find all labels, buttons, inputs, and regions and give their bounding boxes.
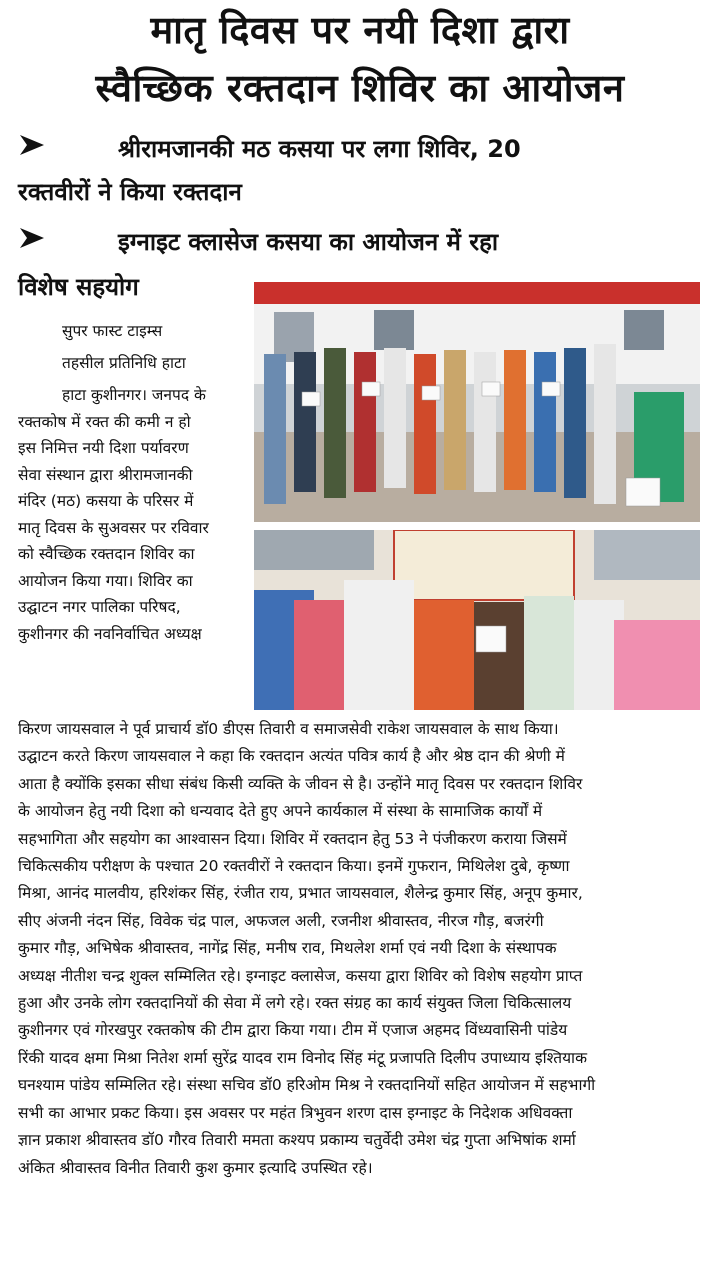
photo-inauguration (254, 530, 700, 710)
text-line: को स्वैच्छिक रक्तदान शिविर का (18, 545, 195, 563)
text-line: कुमार गौड़, अभिषेक श्रीवास्तव, नागेंद्र सिंह, मनीष राव, मिथलेश शर्मा एवं नयी दिशा के संस्थापक (18, 939, 557, 958)
sub-headline-1-cont: रक्तवीरों ने किया रक्तदान (18, 178, 242, 206)
byline-reporter: तहसील प्रतिनिधि हाटा (62, 354, 186, 372)
headline-line-1: मातृ दिवस पर नयी दिशा द्वारा (150, 8, 570, 52)
text-line: किरण जायसवाल ने पूर्व प्राचार्य डॉ0 डीएस तिवारी व समाजसेवी राकेश जायसवाल के साथ किया। (18, 720, 559, 738)
text-line: कुशीनगर की नवनिर्वाचित अध्यक्ष (18, 624, 202, 643)
text-line: के आयोजन हेतु नयी दिशा को धन्यवाद देते हुए अपने कार्यकाल में संस्था के सामाजिक कार्यों में (18, 802, 543, 821)
text-line: मंदिर (मठ) कसया के परिसर में (18, 492, 194, 510)
text-line: मातृ दिवस के सुअवसर पर रविवार (18, 518, 209, 537)
text-line: कुशीनगर एवं गोरखपुर रक्तकोष की टीम द्वारा किया गया। टीम में एजाज अहमद विंध्यवासिनी पांडेय (18, 1021, 568, 1040)
text-line: ज्ञान प्रकाश श्रीवास्तव डॉ0 गौरव तिवारी ममता कश्यप प्रकाम्य चतुर्वेदी उमेश चंद्र गुप्ता अभिषांक शर्मा (18, 1131, 576, 1150)
arrow-bullet-icon (18, 226, 48, 257)
text-line: घनश्याम पांडेय सम्मिलित रहे। संस्था सचिव डॉ0 हरिओम मिश्र ने रक्तदानियों सहित आयोजन में सहभागी (18, 1076, 596, 1095)
text-line: सभी का आभार प्रकट किया। इस अवसर पर महंत त्रिभुवन शरण दास इग्नाइट के निदेशक अधिवक्ता (18, 1103, 573, 1122)
arrow-bullet-icon (18, 133, 48, 164)
text-line: आयोजन किया गया। शिविर का (18, 571, 193, 590)
text-line: इस निमित्त नयी दिशा पर्यावरण (18, 439, 189, 457)
left-column-text (18, 382, 250, 647)
text-line: हाटा कुशीनगर। जनपद के (62, 386, 206, 404)
text-line: सहभागिता और सहयोग का आश्वासन दिया। शिविर में रक्तदान हेतु 53 ने पंजीकरण कराया जिसमें (18, 829, 567, 848)
text-line: उद्घाटन नगर पालिका परिषद, (18, 598, 181, 616)
text-line: रिंकी यादव क्षमा मिश्रा नितेश शर्मा सुरेंद्र यादव राम विनोद सिंह मंटू प्रजापति दिलीप उपाध्याय इश्तियाक (18, 1048, 587, 1067)
sub-headline-2 (18, 226, 718, 257)
text-line: अंकित श्रीवास्तव विनीत तिवारी कुश कुमार इत्यादि उपस्थित रहे। (18, 1158, 373, 1177)
photo-2-illustration (254, 530, 700, 710)
text-line: अध्यक्ष नीतीश चन्द्र शुक्ल सम्मिलित रहे। इग्नाइट क्लासेज, कसया द्वारा शिविर को विशेष सहयोग प्राप्त (18, 966, 583, 985)
text-line: आता है क्योंकि इसका सीधा संबंध किसी व्यक्ति के जीवन से है। उन्होंने मातृ दिवस पर रक्तदान शिविर (18, 774, 583, 793)
text-line: सीए अंजनी नंदन सिंह, विवेक चंद्र पाल, अफजल अली, रजनीश श्रीवास्तव, नीरज गौड़, बजरंगी (18, 911, 544, 930)
text-line: रक्तकोष में रक्त की कमी न हो (18, 412, 191, 431)
sub-headline-1 (18, 133, 708, 164)
text-line: सेवा संस्थान द्वारा श्रीरामजानकी (18, 465, 193, 484)
sub-headline-2-text: इग्नाइट क्लासेज कसया का आयोजन में रहा (118, 228, 499, 256)
photo-1-illustration (254, 282, 700, 522)
text-line: चिकित्सकीय परीक्षण के पश्चात 20 रक्तवीरों ने रक्तदान किया। इनमें गुफरान, मिथिलेश दुबे, कृष्णा (18, 857, 570, 876)
byline-publication: सुपर फास्ट टाइम्स (62, 322, 163, 340)
article-body (18, 716, 702, 1182)
photo-group-certificates (254, 282, 700, 522)
sub-headline-2-cont: विशेष सहयोग (18, 273, 139, 301)
sub-headline-1-text: श्रीरामजानकी मठ कसया पर लगा शिविर, 20 (118, 135, 521, 163)
headline-line-2: स्वैच्छिक रक्तदान शिविर का आयोजन (95, 66, 625, 110)
text-line: हुआ और उनके लोग रक्तदानियों की सेवा में लगे रहे। रक्त संग्रह का कार्य संयुक्त जिला चिकित्सालय (18, 994, 572, 1013)
text-line: मिश्रा, आनंद मालवीय, हरिशंकर सिंह, रंजीत राय, प्रभात जायसवाल, शैलेन्द्र कुमार सिंह, अनूप कुमार, (18, 884, 583, 903)
text-line: उद्घाटन करते किरण जायसवाल ने कहा कि रक्तदान अत्यंत पवित्र कार्य है और श्रेष्ठ दान की श्रेणी में (18, 747, 565, 766)
